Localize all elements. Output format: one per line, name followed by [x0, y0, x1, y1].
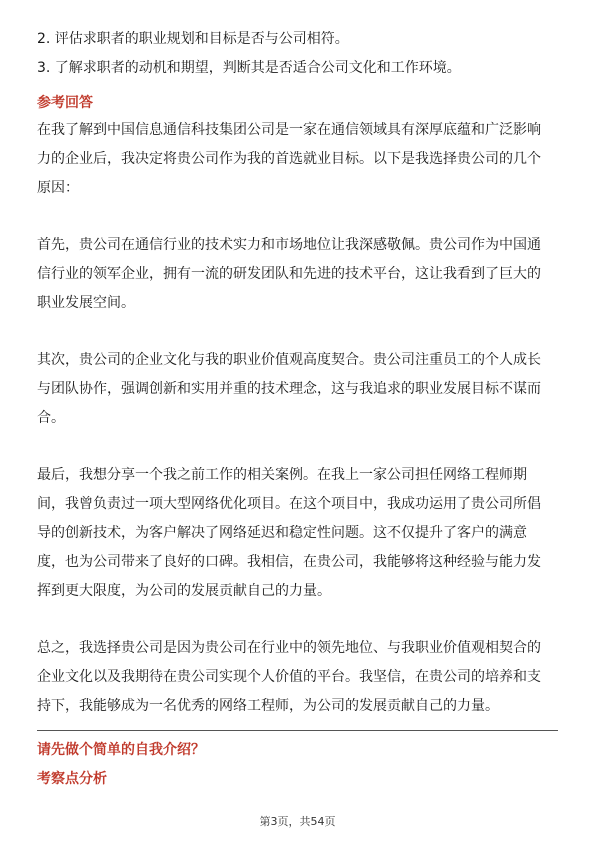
- paragraph-line: 合。: [37, 410, 65, 426]
- paragraph-line: 度，也为公司带来了良好的口碑。我相信，在贵公司，我能够将这种经验与能力发: [37, 554, 541, 570]
- paragraph-line: 挥到更大限度，为公司的发展贡献自己的力量。: [37, 583, 331, 599]
- paragraph-line: 其次，贵公司的企业文化与我的职业价值观高度契合。贵公司注重员工的个人成长: [37, 352, 541, 368]
- section-divider: [37, 730, 558, 731]
- paragraph-line: 总之，我选择贵公司是因为贵公司在行业中的领先地位、与我职业价值观相契合的: [37, 640, 541, 656]
- paragraph-line: 持下，我能够成为一名优秀的网络工程师，为公司的发展贡献自己的力量。: [37, 698, 499, 714]
- list-item-3: 3. 了解求职者的动机和期望，判断其是否适合公司文化和工作环境。: [37, 60, 461, 76]
- paragraph-line: 职业发展空间。: [37, 295, 135, 311]
- paragraph-line: 首先，贵公司在通信行业的技术实力和市场地位让我深感敬佩。贵公司作为中国通: [37, 237, 541, 253]
- analysis-heading: 考察点分析: [37, 771, 107, 787]
- list-item-2: 2. 评估求职者的职业规划和目标是否与公司相符。: [37, 31, 349, 47]
- paragraph-line: 信行业的领军企业，拥有一流的研发团队和先进的技术平台，这让我看到了巨大的: [37, 266, 541, 282]
- reference-answer-heading: 参考回答: [37, 95, 93, 111]
- next-question-heading: 请先做个简单的自我介绍？: [37, 742, 205, 758]
- paragraph-line: 企业文化以及我期待在贵公司实现个人价值的平台。我坚信，在贵公司的培养和支: [37, 669, 541, 685]
- page-number-footer: 第3页，共54页: [259, 815, 336, 828]
- paragraph-line: 导的创新技术，为客户解决了网络延迟和稳定性问题。这不仅提升了客户的满意: [37, 525, 527, 541]
- paragraph-line: 在我了解到中国信息通信科技集团公司是一家在通信领域具有深厚底蕴和广泛影响: [37, 122, 541, 138]
- paragraph-line: 力的企业后，我决定将贵公司作为我的首选就业目标。以下是我选择贵公司的几个: [37, 151, 541, 167]
- paragraph-line: 原因：: [37, 180, 79, 196]
- paragraph-line: 间，我曾负责过一项大型网络优化项目。在这个项目中，我成功运用了贵公司所倡: [37, 496, 541, 512]
- paragraph-line: 最后，我想分享一个我之前工作的相关案例。在我上一家公司担任网络工程师期: [37, 467, 527, 483]
- paragraph-line: 与团队协作，强调创新和实用并重的技术理念，这与我追求的职业发展目标不谋而: [37, 381, 541, 397]
